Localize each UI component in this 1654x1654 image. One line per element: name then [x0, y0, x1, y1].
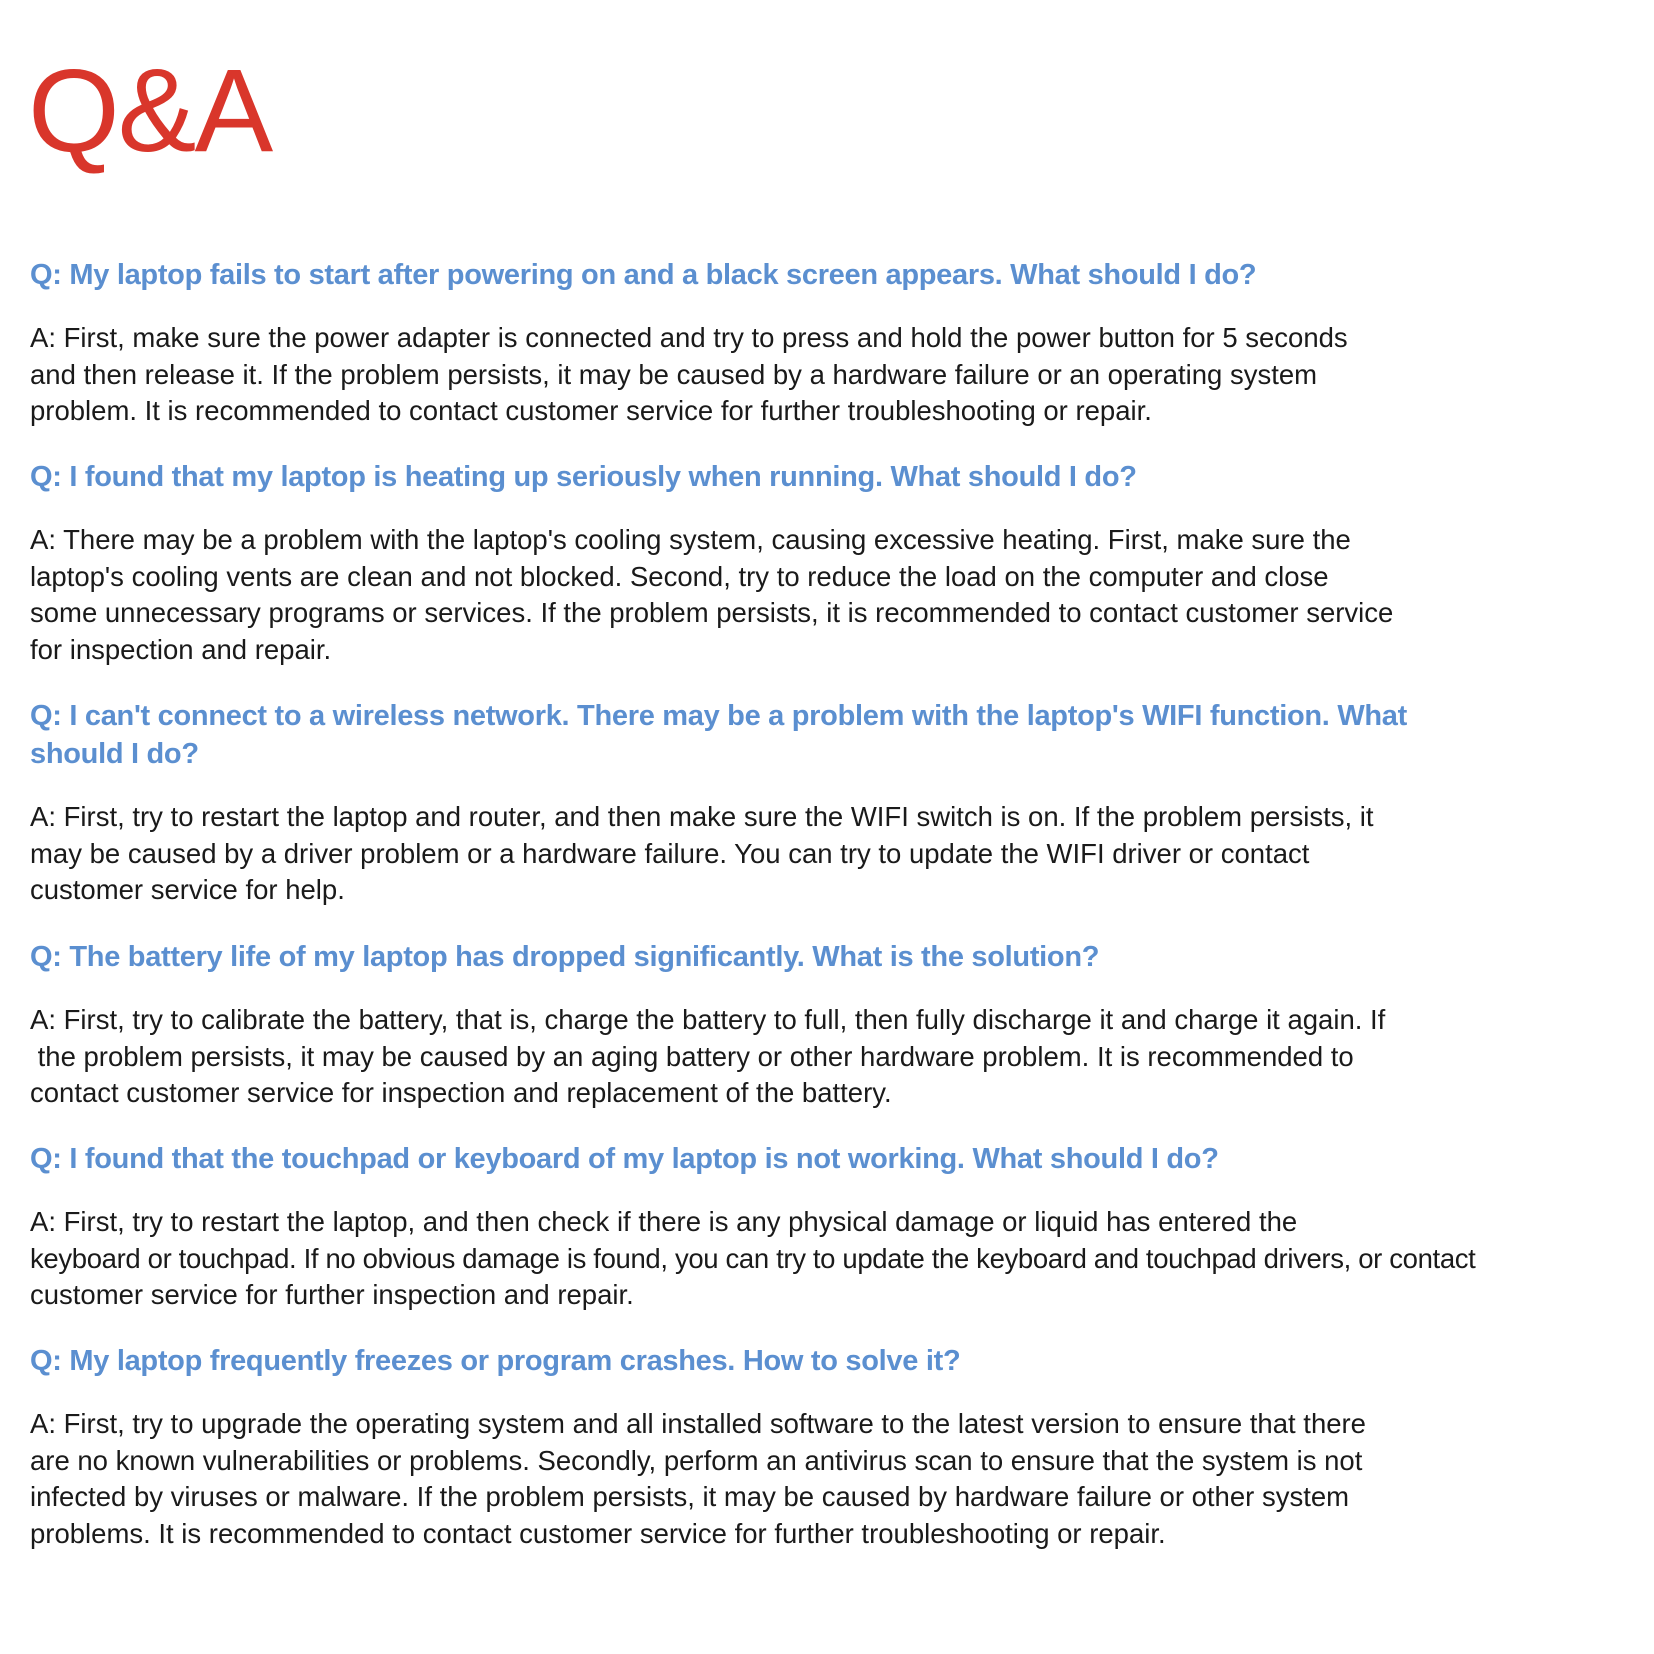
- answer-line: problems. It is recommended to contact customer service for further troubleshooting or repair.: [30, 1517, 1166, 1549]
- answer-line: A: First, try to calibrate the battery, that is, charge the battery to full, then fully discharge it and charge it again. If: [30, 1004, 1386, 1035]
- page-title: Q&A: [28, 45, 272, 177]
- answer-line: the problem persists, it may be caused by an aging battery or other hardware problem. It is recommended to: [30, 1040, 1354, 1072]
- answer-line: A: First, try to restart the laptop, and then check if there is any physical damage or liquid has entered the: [30, 1206, 1298, 1237]
- faq-question: [30, 1140, 1630, 1178]
- faq-answer: [30, 1204, 1630, 1314]
- answer-line: may be caused by a driver problem or a hardware failure. You can try to update the WIFI driver or contact: [30, 837, 1310, 869]
- answer-line: problem. It is recommended to contact customer service for further troubleshooting or repair.: [30, 395, 1152, 426]
- answer-line: some unnecessary programs or services. If the problem persists, it is recommended to contact customer service: [30, 597, 1394, 628]
- faq-item: [30, 697, 1630, 909]
- question-line: should I do?: [30, 738, 199, 770]
- faq-answer: [30, 1406, 1630, 1552]
- answer-line: are no known vulnerabilities or problems. Secondly, perform an antivirus scan to ensure that the system is not: [30, 1444, 1363, 1476]
- faq-answer: [30, 320, 1630, 430]
- answer-line: infected by viruses or malware. If the problem persists, it may be caused by hardware failure or other system: [30, 1481, 1350, 1512]
- faq-item: [30, 256, 1630, 430]
- answer-line: A: First, try to upgrade the operating system and all installed software to the latest version to ensure that there: [30, 1408, 1366, 1439]
- faq-question: [30, 1342, 1630, 1380]
- question-line: Q: I found that my laptop is heating up seriously when running. What should I do?: [30, 461, 1137, 493]
- answer-line: A: First, make sure the power adapter is connected and try to press and hold the power button for 5 seconds: [30, 322, 1348, 353]
- faq-item: [30, 1140, 1630, 1314]
- faq-question: [30, 938, 1630, 976]
- answer-line: A: There may be a problem with the laptop's cooling system, causing excessive heating. First, make sure the: [30, 524, 1351, 555]
- answer-line: contact customer service for inspection and replacement of the battery.: [30, 1077, 892, 1108]
- faq-item: [30, 458, 1630, 668]
- answer-line: A: First, try to restart the laptop and router, and then make sure the WIFI switch is on. If the problem persists, it: [30, 801, 1374, 832]
- faq-question: [30, 458, 1630, 496]
- faq-answer: [30, 522, 1630, 668]
- faq-question: [30, 256, 1630, 294]
- question-line: Q: I found that the touchpad or keyboard of my laptop is not working. What should I do?: [30, 1143, 1219, 1175]
- question-line: Q: My laptop fails to start after powering on and a black screen appears. What should I do?: [30, 259, 1257, 291]
- question-line: Q: My laptop frequently freezes or program crashes. How to solve it?: [30, 1345, 961, 1377]
- faq-question: [30, 697, 1630, 773]
- faq-answer: [30, 1002, 1630, 1112]
- answer-line: customer service for help.: [30, 874, 345, 905]
- answer-line: laptop's cooling vents are clean and not blocked. Second, try to reduce the load on the computer and close: [30, 560, 1329, 592]
- answer-line: customer service for further inspection and repair.: [30, 1279, 634, 1310]
- faq-item: [30, 938, 1630, 1112]
- answer-line: and then release it. If the problem persists, it may be caused by a hardware failure or an operating system: [30, 358, 1318, 390]
- question-line: Q: I can't connect to a wireless network. There may be a problem with the laptop's WIFI function. What: [30, 700, 1407, 732]
- faq-answer: [30, 799, 1630, 909]
- answer-line: for inspection and repair.: [30, 633, 332, 665]
- faq-item: [30, 1342, 1630, 1552]
- answer-line: keyboard or touchpad. If no obvious damage is found, you can try to update the keyboard and touchpad drivers, or contact: [30, 1242, 1476, 1274]
- question-line: Q: The battery life of my laptop has dropped significantly. What is the solution?: [30, 941, 1100, 973]
